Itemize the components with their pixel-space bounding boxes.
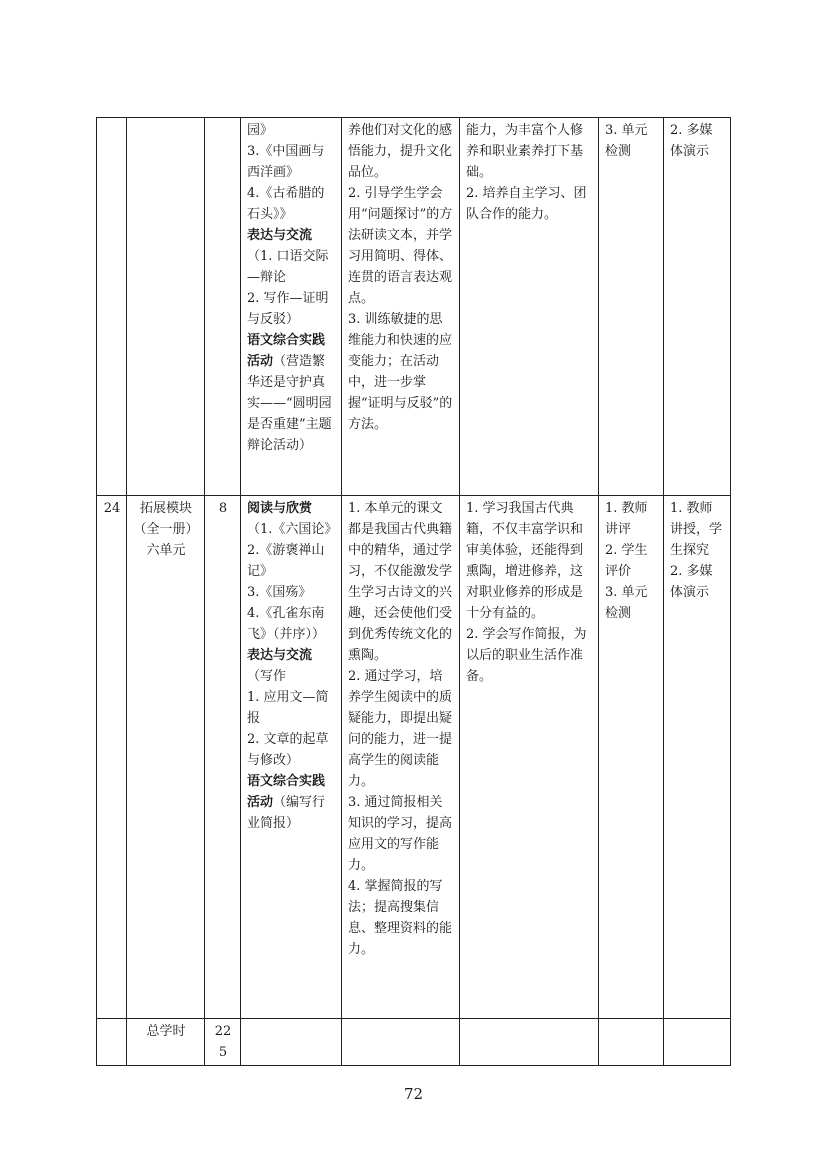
- content-line: （写作: [247, 669, 287, 684]
- content-heading: 阅读与欣赏: [247, 501, 313, 516]
- assessment-cell: [599, 496, 664, 1019]
- objectives-cell: [342, 1019, 460, 1066]
- content-heading: 语文综合实践活动: [247, 333, 326, 369]
- assessment-item: 3. 单元检测: [605, 123, 648, 159]
- methods-cell: [664, 1019, 731, 1066]
- hours-cell: 8: [205, 496, 241, 1019]
- methods-cell: [664, 118, 731, 496]
- objective-item: 3. 通过简报相关知识的学习，提高应用文的写作能力。: [348, 795, 453, 873]
- content-cell: [241, 496, 342, 1019]
- table-row-total: [97, 1019, 731, 1066]
- module-line: 拓展模块: [139, 501, 192, 516]
- objective-item: 3. 训练敏捷的思维能力和快速的应变能力；在活动中，进一步掌握“证明与反驳”的方法。: [348, 312, 453, 432]
- content-cell: [241, 1019, 342, 1066]
- objectives-cell: [342, 118, 460, 496]
- method-item: 2. 多媒体演示: [670, 123, 713, 159]
- objective-item: 2. 引导学生学会用“问题探讨”的方法研读文本，并学习用简明、得体、连贯的语言表达观点。: [348, 186, 453, 306]
- table-row: [97, 118, 731, 496]
- goal-item: 能力，为丰富个人修养和职业素养打下基础。: [466, 123, 584, 180]
- objectives-cell: [342, 496, 460, 1019]
- module-line: （全一册）: [133, 522, 199, 537]
- goal-item: 1. 学习我国古代典籍，不仅丰富学识和审美体验，还能得到熏陶，增进修养，这对职业修养的形成是十分有益的。: [466, 501, 584, 621]
- content-heading: 表达与交流: [247, 228, 313, 243]
- content-line: 园》: [247, 123, 274, 138]
- content-heading: 表达与交流: [247, 648, 313, 663]
- assessment-item: 2. 学生评价: [605, 543, 648, 579]
- goals-cell: [460, 496, 599, 1019]
- content-line: 3.《国殇》: [247, 585, 312, 600]
- content-cell: [241, 118, 342, 496]
- content-line: 2.《游褒禅山记》: [247, 543, 325, 579]
- seq-cell: [97, 118, 127, 496]
- content-heading: 语文综合实践活动: [247, 774, 326, 810]
- hours-cell: [205, 118, 241, 496]
- syllabus-table: [96, 117, 731, 1066]
- content-line: 4.《古希腊的石头》》: [247, 186, 325, 222]
- objective-item: 4. 掌握简报的写法；提高搜集信息、整理资料的能力。: [348, 879, 453, 957]
- content-line: （1.《六国论》: [247, 522, 338, 537]
- total-hours-label: 总学时: [127, 1019, 205, 1066]
- goal-item: 2. 学会写作简报，为以后的职业生活作准备。: [466, 627, 587, 684]
- content-line: （编写行业简报）: [247, 795, 326, 831]
- objective-item: 1. 本单元的课文都是我国古代典籍中的精华，通过学习，不仅能激发学生学习古诗文的兴趣，还会使他们受到优秀传统文化的熏陶。: [348, 501, 453, 663]
- content-line: （营造繁华还是守护真实——“圆明园是否重建”主题辩论活动）: [247, 354, 332, 453]
- method-item: 2. 多媒体演示: [670, 564, 713, 600]
- module-cell: [127, 118, 205, 496]
- assessment-cell: [599, 118, 664, 496]
- table-row: [97, 496, 731, 1019]
- page-number: 72: [403, 1085, 424, 1103]
- goals-cell: [460, 118, 599, 496]
- objective-item: 养他们对文化的感悟能力，提升文化品位。: [348, 123, 453, 180]
- content-line: 3.《中国画与西洋画》: [247, 144, 325, 180]
- content-line: （1. 口语交际—辩论: [247, 249, 329, 285]
- methods-cell: [664, 496, 731, 1019]
- seq-cell: 24: [97, 496, 127, 1019]
- content-line: 2. 写作—证明与反驳）: [247, 291, 329, 327]
- goal-item: 2. 培养自主学习、团队合作的能力。: [466, 186, 587, 222]
- assessment-cell: [599, 1019, 664, 1066]
- seq-cell: [97, 1019, 127, 1066]
- content-line: 2. 文章的起草与修改）: [247, 732, 329, 768]
- content-line: 4.《孔雀东南飞》（并序））: [247, 606, 326, 642]
- content-line: 1. 应用文—简报: [247, 690, 329, 726]
- goals-cell: [460, 1019, 599, 1066]
- assessment-item: 3. 单元检测: [605, 585, 648, 621]
- module-line: 六单元: [146, 543, 186, 558]
- module-cell: [127, 496, 205, 1019]
- total-hours-value: 225: [205, 1019, 241, 1066]
- method-item: 1. 教师讲授，学生探究: [670, 501, 723, 558]
- assessment-item: 1. 教师讲评: [605, 501, 648, 537]
- objective-item: 2. 通过学习，培养学生阅读中的质疑能力，即提出疑问的能力，进一提高学生的阅读能力。: [348, 669, 453, 789]
